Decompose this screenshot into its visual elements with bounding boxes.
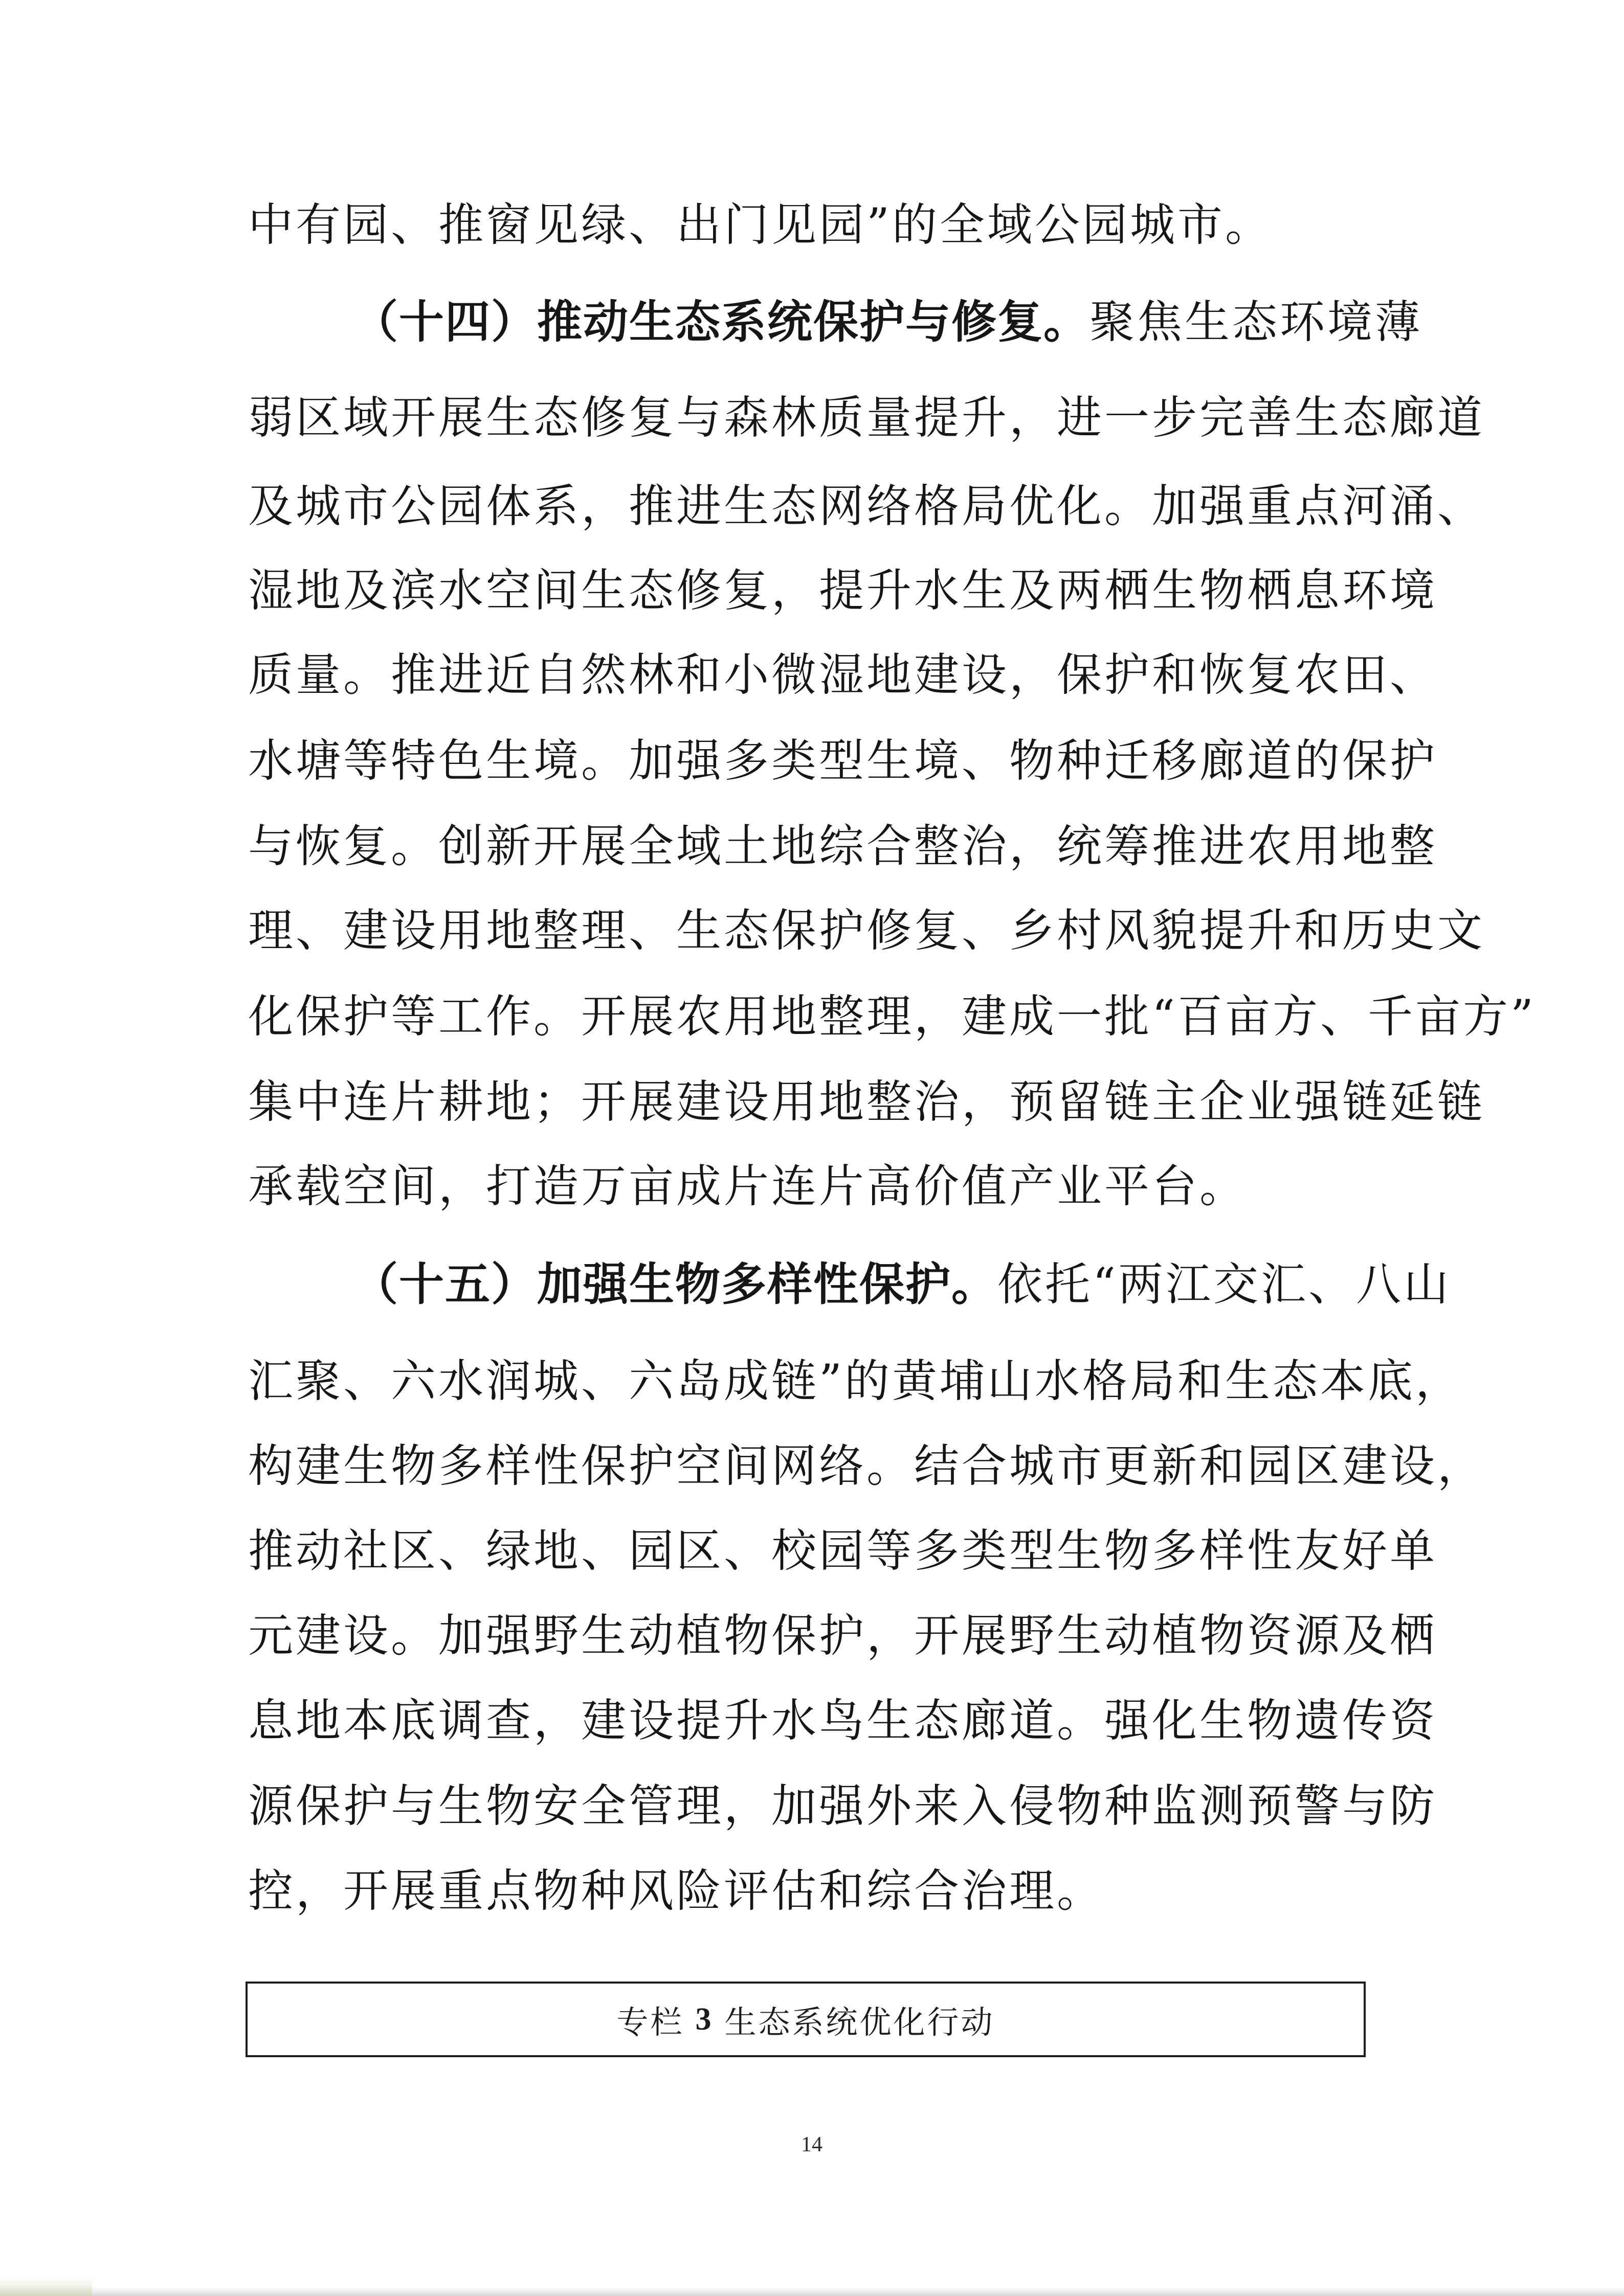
scan-corner-mark: [0, 2278, 92, 2296]
section-14-text: 聚焦生态环境薄: [1089, 296, 1423, 348]
text-line: 化保护等工作。开展农用地整理，建成一批“百亩方、千亩方”: [248, 990, 1536, 1043]
text-line: 构建生物多样性保护空间网络。结合城市更新和园区建设，: [248, 1439, 1485, 1492]
section-15-heading: （十五）加强生物多样性保护。: [353, 1258, 998, 1311]
section-15-line: [353, 1256, 1452, 1313]
scan-edge: [0, 2287, 1624, 2296]
text-line: 推动社区、绿地、园区、校园等多类型生物多样性友好单: [248, 1524, 1438, 1577]
page-number: 14: [801, 2133, 822, 2156]
section-14-line: [353, 294, 1423, 350]
section-15-text: 依托“两江交汇、八山: [997, 1258, 1452, 1311]
text-line: 源保护与生物安全管理，加强外来入侵物种监测预警与防: [248, 1780, 1438, 1832]
text-line: 承载空间，打造万亩成片连片高价值产业平台。: [248, 1160, 1248, 1212]
text-line: 弱区域开展生态修复与森林质量提升，进一步完善生态廊道: [248, 391, 1485, 444]
text-line: 息地本底调查，建设提升水鸟生态廊道。强化生物遗传资: [248, 1694, 1438, 1747]
text-line: 汇聚、六水润城、六岛成链”的黄埔山水格局和生态本底，: [248, 1355, 1463, 1407]
text-line: 理、建设用地整理、生态保护修复、乡村风貌提升和历史文: [248, 904, 1485, 957]
text-line: 质量。推进近自然林和小微湿地建设，保护和恢复农田、: [248, 648, 1438, 701]
text-line: 控，开展重点物种风险评估和综合治理。: [248, 1864, 1105, 1917]
sidebar-box-heading: 生态系统优化行动: [724, 2003, 995, 2041]
section-14-heading: （十四）推动生态系统保护与修复。: [353, 296, 1090, 348]
text-line: 与恢复。创新开展全域土地综合整治，统筹推进农用地整: [248, 820, 1438, 872]
sidebar-box-prefix: 专栏: [616, 2003, 684, 2041]
text-line: 中有园、推窗见绿、出门见园”的全域公园城市。: [248, 198, 1273, 251]
text-line: 集中连片耕地；开展建设用地整治，预留链主企业强链延链: [248, 1075, 1485, 1128]
text-line: 及城市公园体系，推进生态网络格局优化。加强重点河涌、: [248, 480, 1485, 532]
sidebar-box-title: [246, 1982, 1366, 2057]
text-line: 元建设。加强野生动植物保护，开展野生动植物资源及栖: [248, 1609, 1438, 1662]
sidebar-box-number: 3: [695, 2001, 714, 2037]
text-line: 湿地及滨水空间生态修复，提升水生及两栖生物栖息环境: [248, 564, 1438, 617]
text-line: 水塘等特色生境。加强多类型生境、物种迁移廊道的保护: [248, 734, 1438, 787]
